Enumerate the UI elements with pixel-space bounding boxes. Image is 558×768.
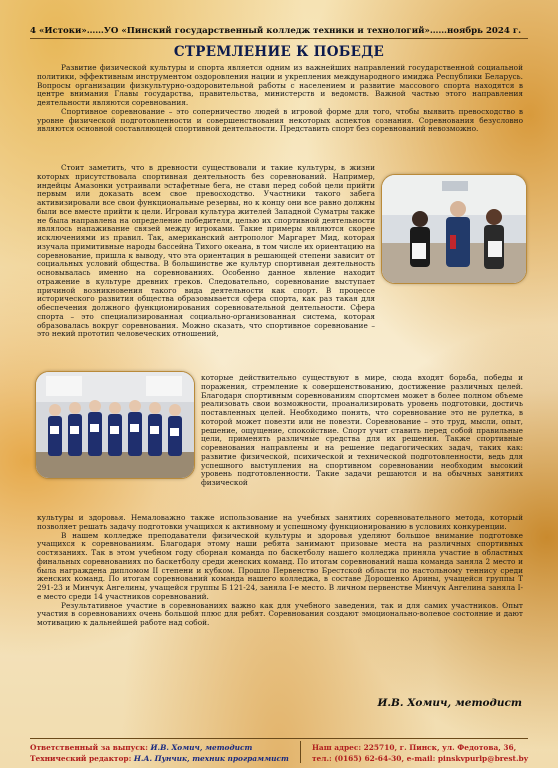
- intro-block: [37, 64, 523, 134]
- page-footer: [30, 738, 528, 765]
- photo-award-winners: [381, 174, 527, 284]
- closing-block: [37, 514, 523, 628]
- paragraph-5: Результативное участие в соревнованиях важно как для учебного заведения, так и для самих участников. Опыт участия в соревнованиях очень большой плюс для ребят. Соревнования создают эмоционально-волевое состояние и дают мотивацию к дальнейшей работе над собой.: [37, 600, 523, 627]
- paragraph-4: В нашем колледже преподаватели физической культуры и здоровья уделяют большое внимание подготовке учащихся к соревнованиям. Благодаря этому наши ребята занимают призовые места на различных спортивных состязаниях. Так в этом учебном году сборная команда по баскетболу нашего колледжа приняла участие в областных финальных соревнованиях по баскетболу среди женских команд. По итогам соревнований наша команда заняла 2 место и была награждена дипломом II степени и кубком. Прошло Первенство Брестской области по настольному теннису среди женских команд. По итогам соревнований команда нашего колледжа, в составе Дорошенко Арины, учащейся группы Т 291-23 и Минчук Ангелины, учащейся группы Б 121-24, заняла I-е место. В личном первенстве Минчук Ангелина заняла I-е место среди 14 участников соревнований.: [37, 530, 523, 601]
- column-left-upper: [37, 164, 375, 339]
- footer-credits: [30, 742, 289, 764]
- column-right-lower: [201, 374, 523, 488]
- address-line: Наш адрес: 225710, г. Пинск, ул. Федотова, 36,: [311, 743, 517, 752]
- paragraph-3b: которые действительно существуют в мире, сюда входят борьба, победы и поражения, стремление к совершенствованию, достижение различных целей. Благодаря спортивным соревнованиям спортсмен может в более полном объеме реализовать свои возможности, проанализировать уровень подготовки, достичь поставленных целей. Необходимо понять, что соревнование это не рулетка, в которой может повезти или не повезти. Соревнование – это труд, мысли, опыт, решение, ощущение, спокойствие. Спорт учит ставить перед собой правильные цели, применять различные средства для их решения. Также спортивные соревнования направлены и на решение педагогических задач, таких как: развитие физической, психической и технической подготовленности, ведь для успешного выступления на спортивном соревновании необходим высокий уровень подготовленности. Такие задачи решаются и на обычных занятиях физической: [201, 373, 523, 487]
- tech-editor-label: Технический редактор:: [30, 754, 132, 763]
- photo-basketball-team: [35, 371, 195, 479]
- tech-editor-name: Н.А. Пунчик, техник программист: [133, 754, 289, 763]
- paragraph-3a: Стоит заметить, что в древности существовали и такие культуры, в жизни которых присутствовала спортивная деятельность без соревнований. Например, индейцы Амазонки устраивали эстафетные бега, не ставя перед собой цели прийти первым или доказать всем свое превосходство. Участники такого забега активизировали все свои функциональные резервы, но к концу они все равно должны были все вместе прийти к цели. Игровая культура жителей Западной Суматры также не была направлена на определение победителя, целью их спортивной деятельности являлось напаживание связей между игроками. Такие примеры являются скорее исключениями из правил. Так, американский антрополог Маргарет Мид, которая изучала примитивные народы бассейна Тихого океана, в том числе их ориентацию на соревнование, пришла к выводу, что эта ориентация в решающей степени зависит от социальных условий общества. В большинстве же культур спортивная деятельность основывалась именно на соревнованиях. Особенно данное явление находит отражение в культуре древних греков. Следовательно, соревнование выступает причиной возникновения такого вида деятельности как спорт. В процессе исторического развития общества образовывается сфера спорта, как раз такая для обеспечения должного функционирования соревновательной деятельности. Сфера спорта – это специализированная социально-организованная система, которая образовалась вокруг соревнования. Можно сказать, что спортивное соревнование – это некий прототип человеческих отношений,: [37, 163, 375, 339]
- page-header: 4 «Истоки»……УО «Пинский государственный колледж техники и технологий»……ноябрь 2024 г.: [30, 24, 528, 39]
- footer-contacts: [312, 742, 528, 764]
- responsible-label: Ответственный за выпуск:: [30, 743, 148, 752]
- responsible-name: И.В. Хомич, методист: [150, 743, 253, 752]
- paragraph-2: Спортивное соревнование – это соперничество людей в игровой форме для того, чтобы выявить превосходство в уровне физической подготовленности и совершенствования некоторых аспектов сознания. Соревнования безусловно являются основной составляющей спортивной деятельности. Представить спорт без соревнований невозможно.: [37, 106, 523, 134]
- author-signature: И.В. Хомич, методист: [377, 697, 522, 709]
- footer-divider: [300, 741, 301, 763]
- contacts-line: тел.: (0165) 62-64-30, e-mail: pinskvpurlp@brest.by: [311, 754, 528, 763]
- article-title: СТРЕМЛЕНИЕ К ПОБЕДЕ: [173, 44, 385, 60]
- paragraph-3c: культуры и здоровья. Немаловажно также использование на учебных занятиях соревновательного метода, который позволяет решать задачу подготовки учащихся к активному и успешному функционированию в условиях конкуренции.: [37, 513, 523, 531]
- paragraph-1: Развитие физической культуры и спорта является одним из важнейших направлений государственной социальной политики, эффективным инструментом оздоровления нации и укрепления международного имиджа Республики Беларусь. Вопросы организации физкультурно-оздоровительной работы с населением и развитие массового спорта находятся в центре внимания Главы государства, правительства, министерств и ведомств. Важной частью этого направления деятельности являются соревнования.: [37, 63, 523, 107]
